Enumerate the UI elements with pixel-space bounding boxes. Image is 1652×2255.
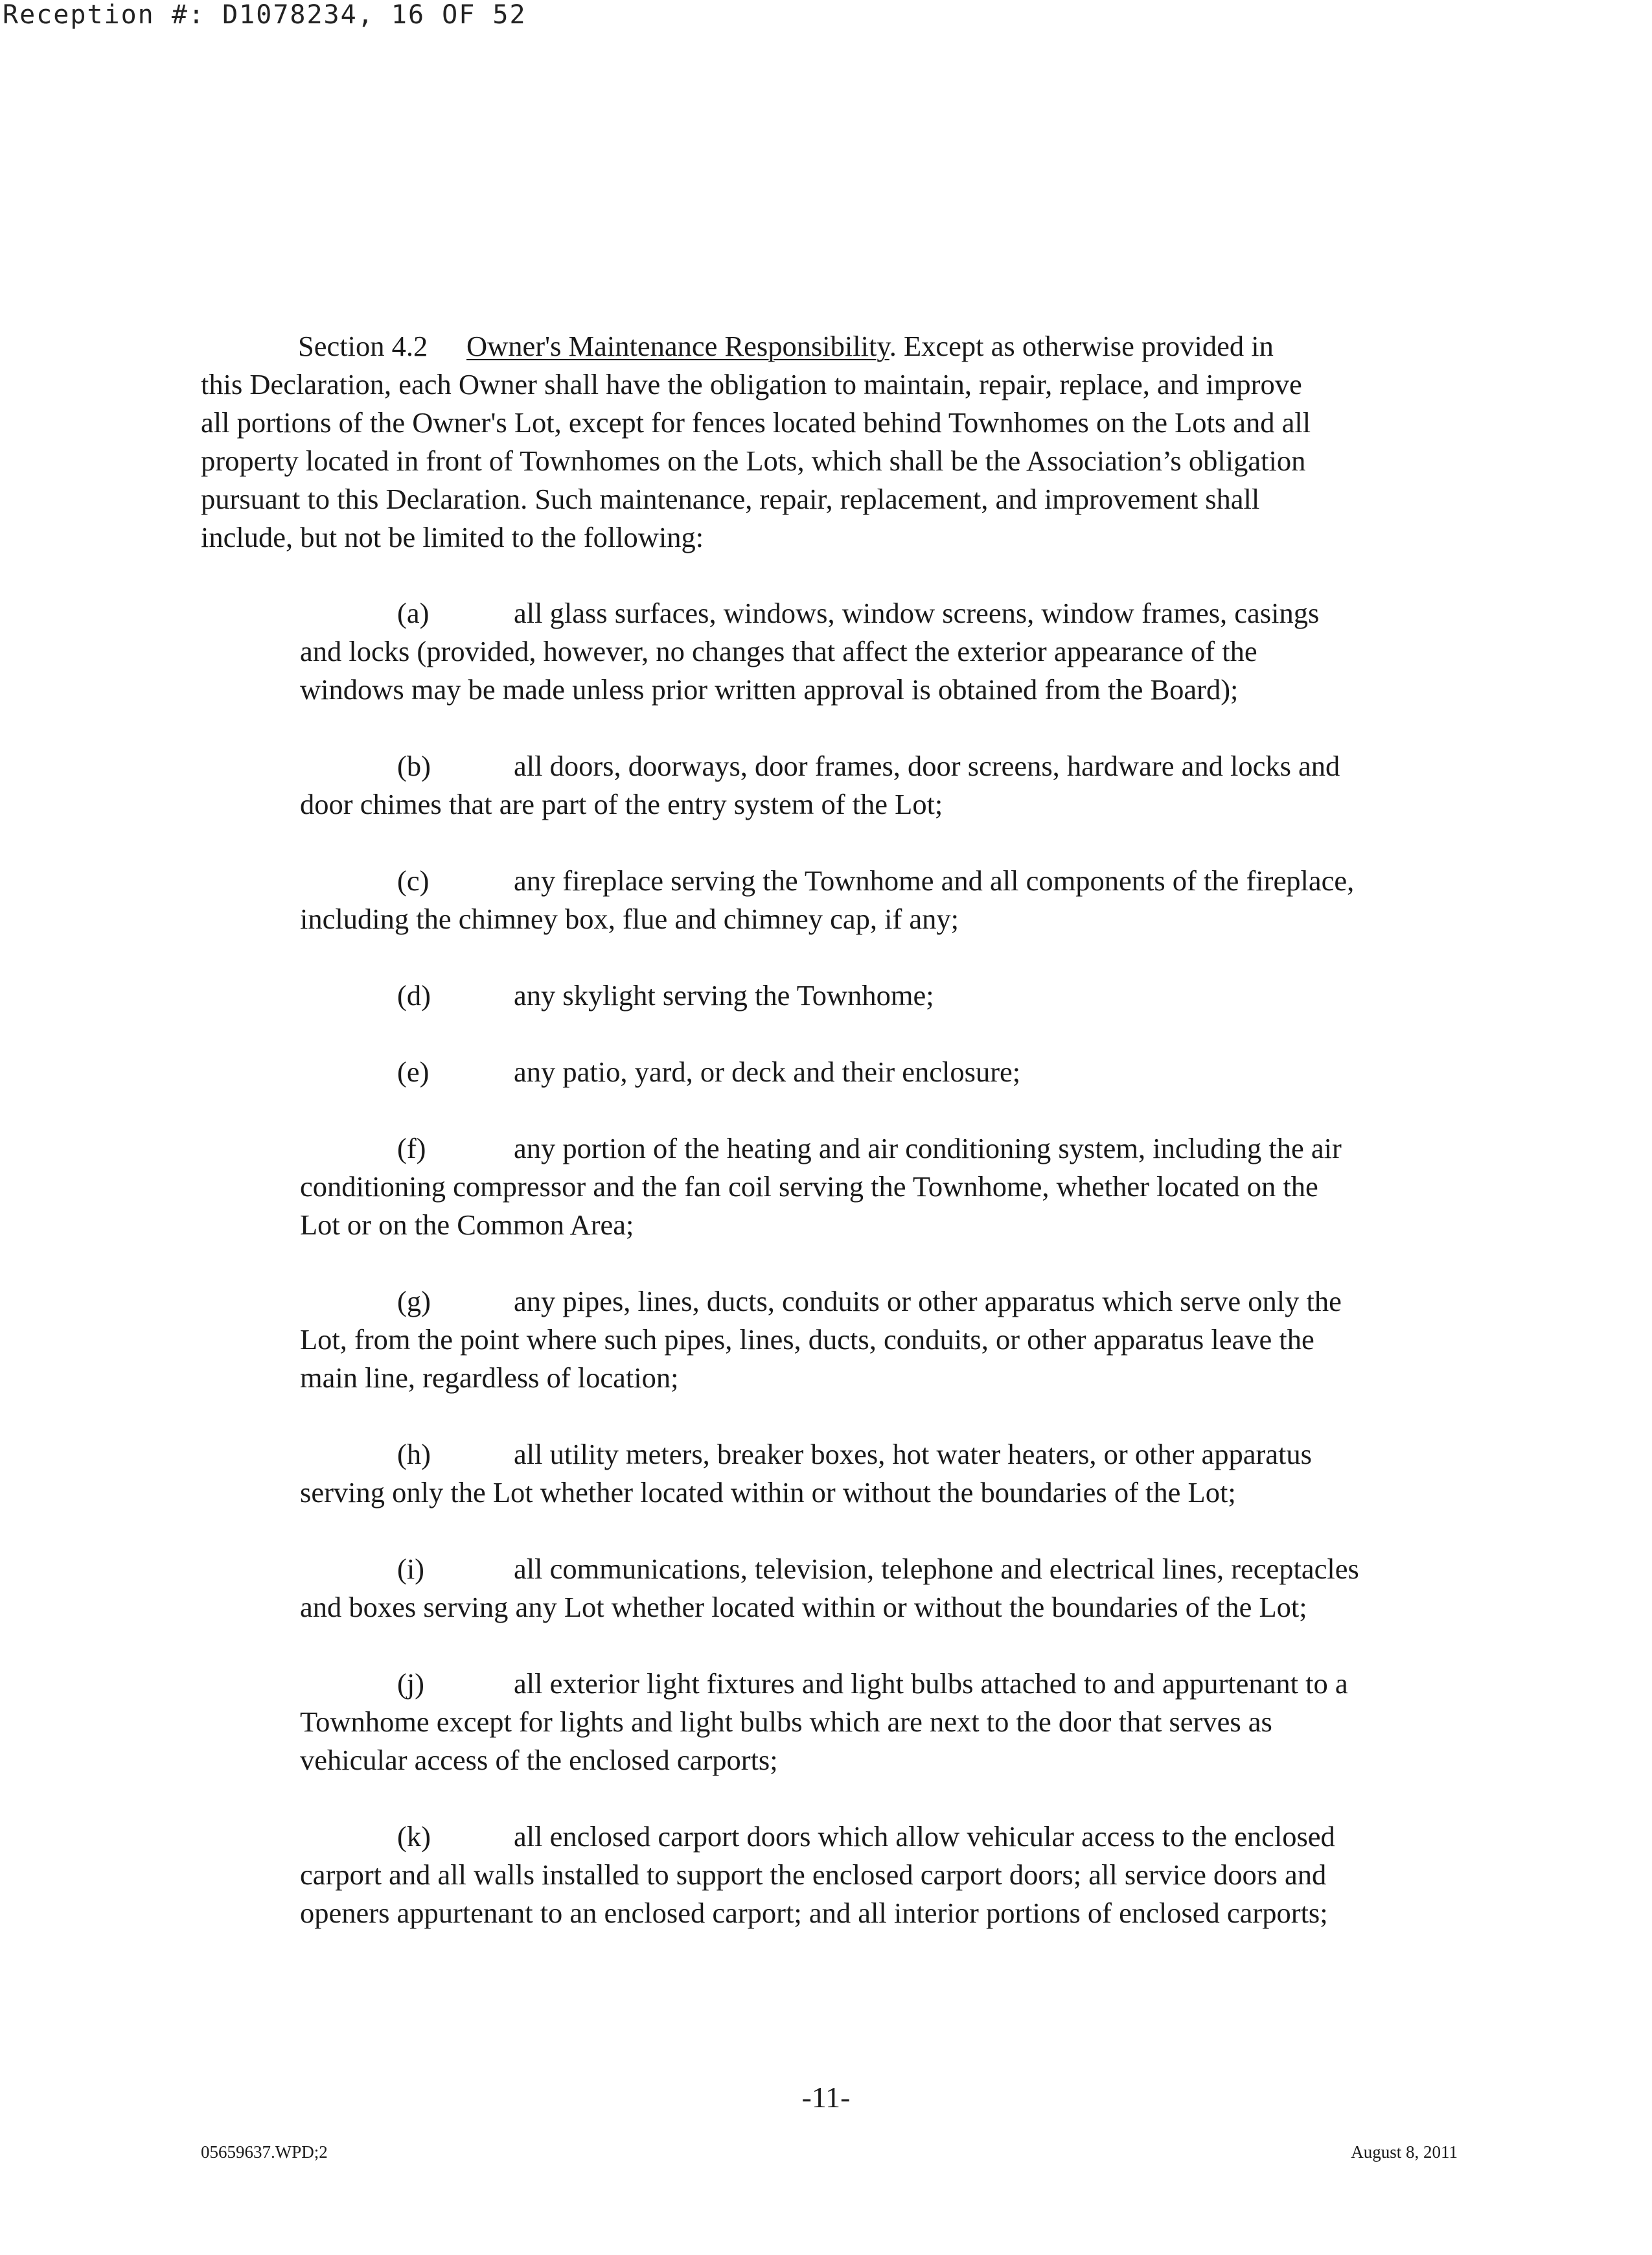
- list-item-c: [300, 862, 1466, 938]
- item-line: and boxes serving any Lot whether located within or without the boundaries of the Lot;: [300, 1591, 1307, 1623]
- page-number: -11-: [801, 2081, 851, 2114]
- item-line: Townhome except for lights and light bulbs which are next to the door that serves as: [300, 1706, 1272, 1738]
- item-line: Lot or on the Common Area;: [300, 1208, 634, 1241]
- item-label: (c): [397, 864, 430, 897]
- item-line: any fireplace serving the Townhome and all components of the fireplace,: [514, 864, 1355, 897]
- item-line: all exterior light fixtures and light bulbs attached to and appurtenant to a: [514, 1667, 1348, 1700]
- item-line: all doors, doorways, door frames, door screens, hardware and locks and: [514, 750, 1340, 782]
- list-item-h: [300, 1435, 1466, 1512]
- section-line: . Except as otherwise provided in: [889, 330, 1274, 362]
- item-line: Lot, from the point where such pipes, lines, ducts, conduits, or other apparatus leave the: [300, 1323, 1314, 1356]
- list-item-f: [300, 1129, 1466, 1244]
- item-line: and locks (provided, however, no changes that affect the exterior appearance of the: [300, 635, 1257, 667]
- item-line: including the chimney box, flue and chimney cap, if any;: [300, 903, 959, 935]
- reception-stamp: Reception #: D1078234, 16 OF 52: [3, 0, 527, 30]
- item-line: all glass surfaces, windows, window screens, window frames, casings: [514, 597, 1320, 629]
- item-line: door chimes that are part of the entry system of the Lot;: [300, 788, 943, 820]
- list-item-b: [300, 747, 1466, 824]
- section-line: property located in front of Townhomes on the Lots, which shall be the Association’s obligation: [201, 445, 1306, 477]
- list-item-i: [300, 1550, 1466, 1626]
- item-line: serving only the Lot whether located within or without the boundaries of the Lot;: [300, 1476, 1236, 1509]
- item-line: all enclosed carport doors which allow vehicular access to the enclosed: [514, 1820, 1335, 1853]
- list-item-e: [300, 1053, 1466, 1091]
- section-title: Owner's Maintenance Responsibility: [466, 330, 889, 362]
- item-line: main line, regardless of location;: [300, 1361, 679, 1394]
- item-label: (g): [397, 1285, 431, 1317]
- item-line: vehicular access of the enclosed carports;: [300, 1744, 778, 1776]
- section-line: pursuant to this Declaration. Such maintenance, repair, replacement, and improvement shall: [201, 483, 1260, 515]
- document-date: August 8, 2011: [1351, 2142, 1458, 2162]
- item-line: any skylight serving the Townhome;: [514, 979, 934, 1012]
- list-item-j: [300, 1665, 1466, 1779]
- list-item-g: [300, 1282, 1466, 1397]
- list-item-k: [300, 1818, 1466, 1932]
- item-label: (i): [397, 1553, 425, 1585]
- section-line: all portions of the Owner's Lot, except for fences located behind Townhomes on the Lots and all: [201, 406, 1311, 439]
- item-line: all communications, television, telephone and electrical lines, receptacles: [514, 1553, 1359, 1585]
- item-label: (e): [397, 1056, 430, 1088]
- item-label: (a): [397, 597, 430, 629]
- item-label: (f): [397, 1132, 426, 1164]
- item-label: (h): [397, 1438, 431, 1470]
- item-line: windows may be made unless prior written approval is obtained from the Board);: [300, 673, 1239, 706]
- section-4-2: [201, 327, 1516, 557]
- item-label: (k): [397, 1820, 431, 1853]
- item-line: openers appurtenant to an enclosed carport; and all interior portions of enclosed carports;: [300, 1897, 1328, 1929]
- item-line: conditioning compressor and the fan coil serving the Townhome, whether located on the: [300, 1170, 1318, 1203]
- item-label: (j): [397, 1667, 425, 1700]
- section-line: include, but not be limited to the following:: [201, 521, 704, 553]
- section-number: Section 4.2: [298, 330, 428, 362]
- item-line: all utility meters, breaker boxes, hot water heaters, or other apparatus: [514, 1438, 1312, 1470]
- section-first-line: [201, 327, 1516, 365]
- list-item-a: [300, 594, 1466, 709]
- item-line: any patio, yard, or deck and their enclosure;: [514, 1056, 1021, 1088]
- list-item-d: [300, 977, 1466, 1015]
- section-line: this Declaration, each Owner shall have the obligation to maintain, repair, replace, and improve: [201, 368, 1302, 400]
- document-id: 05659637.WPD;2: [201, 2142, 328, 2162]
- item-label: (b): [397, 750, 431, 782]
- item-label: (d): [397, 979, 431, 1012]
- item-line: carport and all walls installed to support the enclosed carport doors; all service doors and: [300, 1858, 1327, 1891]
- item-line: any portion of the heating and air conditioning system, including the air: [514, 1132, 1342, 1164]
- item-line: any pipes, lines, ducts, conduits or other apparatus which serve only the: [514, 1285, 1342, 1317]
